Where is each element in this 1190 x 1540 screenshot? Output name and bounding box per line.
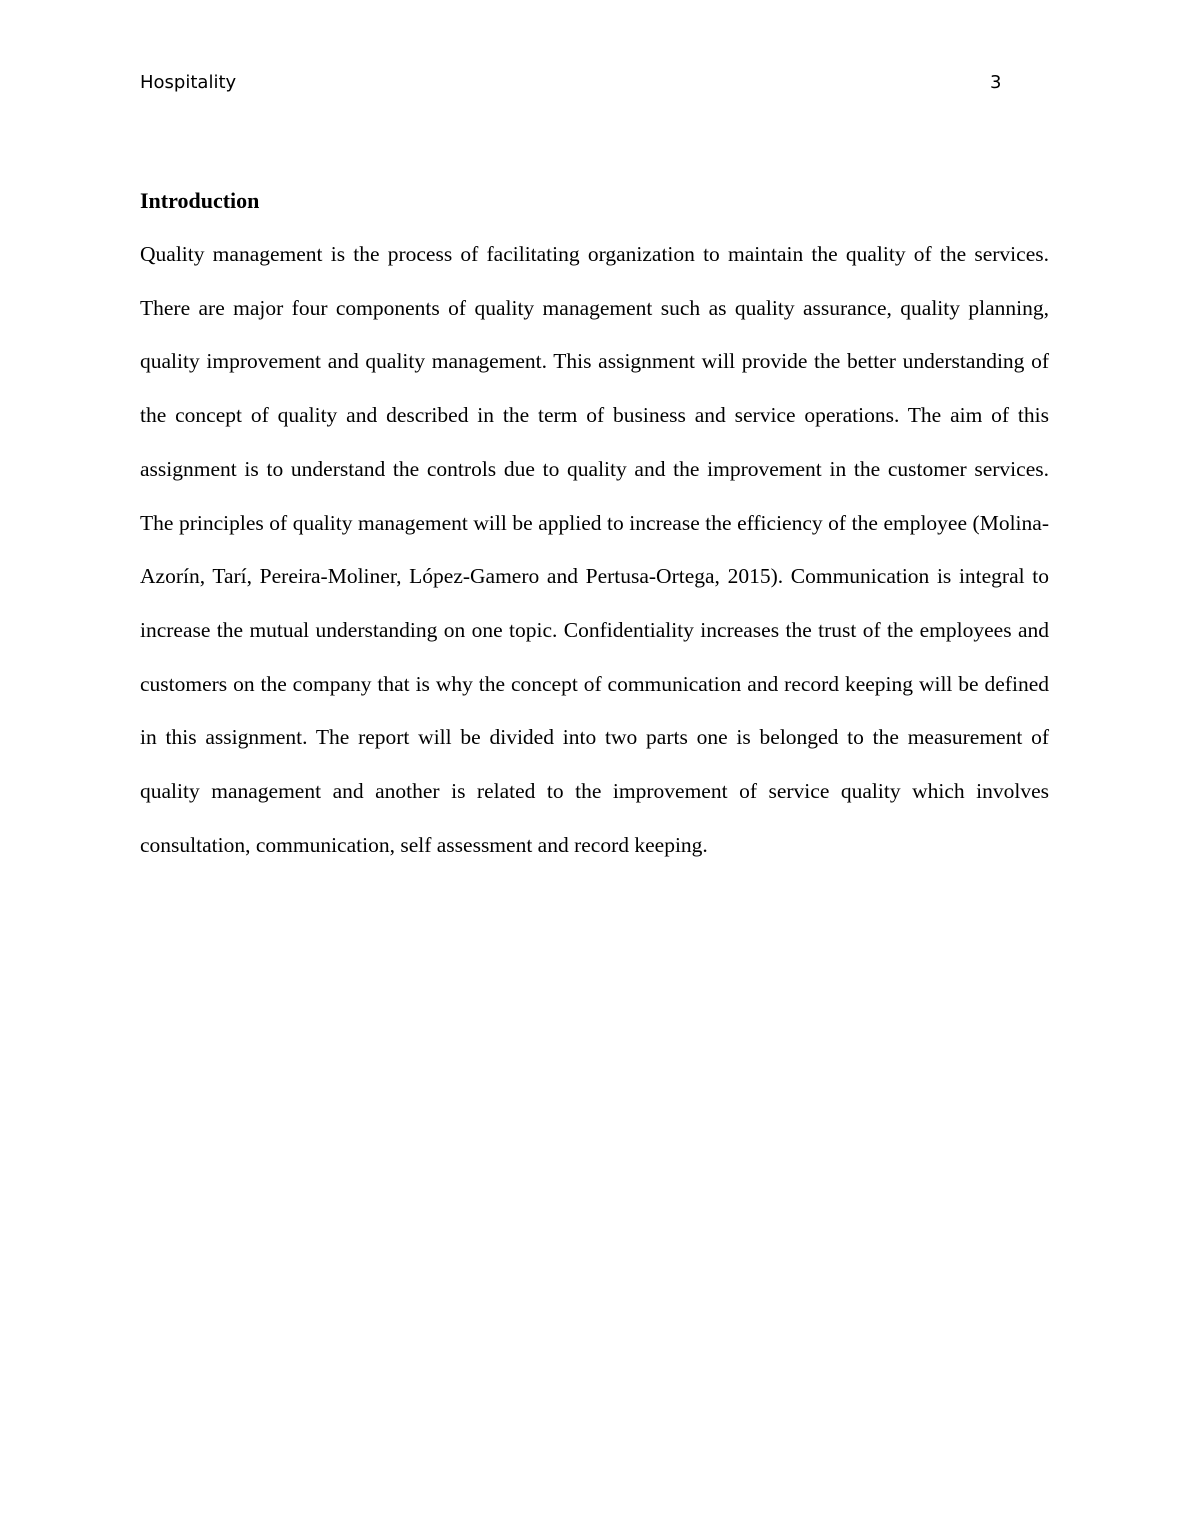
running-header-title: Hospitality xyxy=(140,72,237,93)
section-heading: Introduction xyxy=(140,188,260,213)
page-number: 3 xyxy=(990,72,1002,93)
body-paragraph: Quality management is the process of facilitating organization to maintain the quality of the services. There are major four components of quality management such as quality assurance, quality planning, quality improvement and quality management. This assignment will provide the better understanding of the concept of quality and described in the term of business and service operations. The aim of this assignment is to understand the controls due to quality and the improvement in the customer services. The principles of quality management will be applied to increase the efficiency of the employee (Molina-Azorín, Tarí, Pereira-Moliner, López-Gamero and Pertusa-Ortega, 2015). Communication is integral to increase the mutual understanding on one topic. Confidentiality increases the trust of the employees and customers on the company that is why the concept of communication and record keeping will be defined in this assignment. The report will be divided into two parts one is belonged to the measurement of quality management and another is related to the improvement of service quality which involves consultation, communication, self assessment and record keeping. xyxy=(140,242,1049,857)
